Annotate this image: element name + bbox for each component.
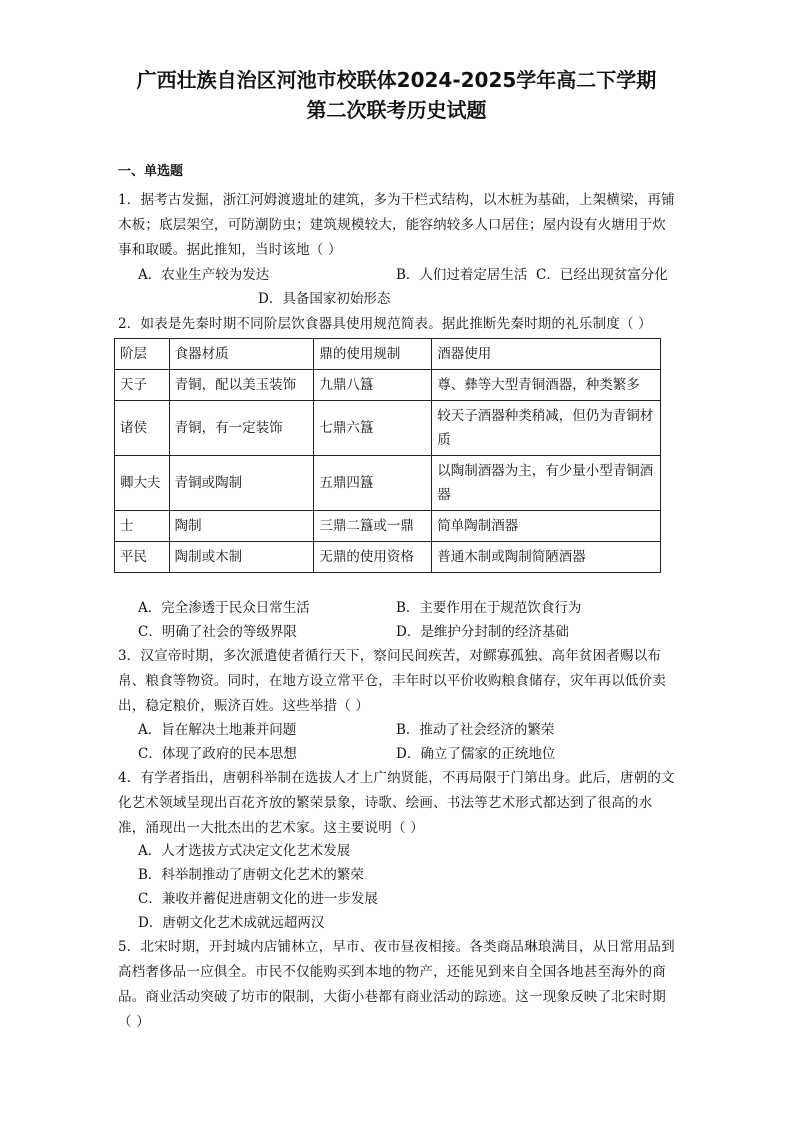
table-cell: 平民 — [115, 542, 170, 573]
section-heading: 一、单选题 — [118, 164, 184, 179]
table-row — [115, 511, 661, 542]
question-4-option-a: A．人才选拔方式决定文化艺术发展 — [138, 843, 351, 859]
question-4-stem: 4．有学者指出，唐朝科举制在选拔人才上广纳贤能，不再局限于门第出身。此后，唐朝的文化艺术领域呈现出百花齐放的繁荣景象，诗歌、绘画、书法等艺术形式都达到了很高的水准，涌现出一大批杰出的艺术家。这主要说明（ ） — [118, 770, 675, 836]
exam-title-line-2: 第二次联考历史试题 — [306, 98, 487, 122]
table-row — [115, 370, 661, 401]
table-row — [115, 542, 661, 573]
table-cell: 无鼎的使用资格 — [314, 542, 432, 573]
question-2-option-a: A．完全渗透于民众日常生活 — [138, 600, 310, 616]
table-cell: 诸侯 — [115, 401, 170, 456]
table-cell: 普通木制或陶制简陋酒器 — [432, 542, 661, 573]
question-3-option-b: B．推动了社会经济的繁荣 — [396, 722, 555, 738]
table-row — [115, 456, 661, 511]
table-cell: 士 — [115, 511, 170, 542]
etiquette-table — [114, 338, 661, 573]
table-row — [115, 401, 661, 456]
question-1-option-b: B．人们过着定居生活 — [396, 267, 528, 283]
table-cell: 陶制或木制 — [169, 542, 314, 573]
table-cell: 尊、彝等大型青铜酒器，种类繁多 — [432, 370, 661, 401]
question-3-stem: 3．汉宣帝时期，多次派遣使者循行天下，察问民间疾苦，对鳏寡孤独、高年贫困者赐以布帛、粮食等物资。同时，在地方设立常平仓，丰年时以平价收购粮食储存，灾年再以低价卖出，稳定粮价，赈济百姓。这些举措（ ） — [118, 648, 666, 714]
question-2-option-c: C．明确了社会的等级界限 — [138, 624, 297, 640]
question-3-option-d: D．确立了儒家的正统地位 — [396, 746, 556, 762]
table-header-cell: 食器材质 — [169, 339, 314, 370]
question-1-option-a: A．农业生产较为发达 — [138, 267, 270, 283]
table-header-row — [115, 339, 661, 370]
table-cell: 五鼎四簋 — [314, 456, 432, 511]
question-5-stem: 5．北宋时期，开封城内店铺林立，早市、夜市昼夜相接。各类商品琳琅满目，从日常用品到高档奢侈品一应俱全。市民不仅能购买到本地的物产，还能见到来自全国各地甚至海外的商品。商业活动突破了坊市的限制，大街小巷都有商业活动的踪迹。这一现象反映了北宋时期（ ） — [118, 939, 675, 1030]
question-3-option-a: A．旨在解决土地兼并问题 — [138, 722, 297, 738]
table-cell: 以陶制酒器为主，有少量小型青铜酒器 — [432, 456, 661, 511]
question-1-option-d: D．具备国家初始形态 — [258, 291, 391, 307]
question-2-option-d: D．是维护分封制的经济基础 — [396, 624, 569, 640]
question-3-option-c: C．体现了政府的民本思想 — [138, 746, 297, 762]
table-cell: 较天子酒器种类稍减，但仍为青铜材质 — [432, 401, 661, 456]
table-cell: 天子 — [115, 370, 170, 401]
question-4-option-d: D．唐朝文化艺术成就远超两汉 — [138, 915, 325, 931]
exam-title-line-1: 广西壮族自治区河池市校联体2024-2025学年高二下学期 — [136, 68, 657, 92]
question-1-stem: 1．据考古发掘，浙江河姆渡遗址的建筑，多为干栏式结构，以木桩为基础，上架横梁，再铺木板；底层架空，可防潮防虫；建筑规模较大，能容纳较多人口居住；屋内设有火塘用于炊事和取暖。据此推知，当时该地（ ） — [118, 192, 675, 258]
question-1-option-c: C．已经出现贫富分化 — [536, 267, 668, 283]
table-header-cell: 鼎的使用规制 — [314, 339, 432, 370]
question-4-option-c: C．兼收并蓄促进唐朝文化的进一步发展 — [138, 891, 378, 907]
table-cell: 卿大夫 — [115, 456, 170, 511]
table-header-cell: 阶层 — [115, 339, 170, 370]
table-cell: 九鼎八簋 — [314, 370, 432, 401]
table-cell: 三鼎二簋或一鼎 — [314, 511, 432, 542]
table-header-cell: 酒器使用 — [432, 339, 661, 370]
table-cell: 陶制 — [169, 511, 314, 542]
table-cell: 七鼎六簋 — [314, 401, 432, 456]
table-cell: 青铜或陶制 — [169, 456, 314, 511]
table-cell: 青铜，配以美玉装饰 — [169, 370, 314, 401]
question-2-stem: 2．如表是先秦时期不同阶层饮食器具使用规范简表。据此推断先秦时期的礼乐制度（ ） — [118, 316, 652, 332]
table-cell: 青铜，有一定装饰 — [169, 401, 314, 456]
question-4-option-b: B．科举制推动了唐朝文化艺术的繁荣 — [138, 867, 364, 883]
table-cell: 简单陶制酒器 — [432, 511, 661, 542]
question-2-option-b: B．主要作用在于规范饮食行为 — [396, 600, 582, 616]
